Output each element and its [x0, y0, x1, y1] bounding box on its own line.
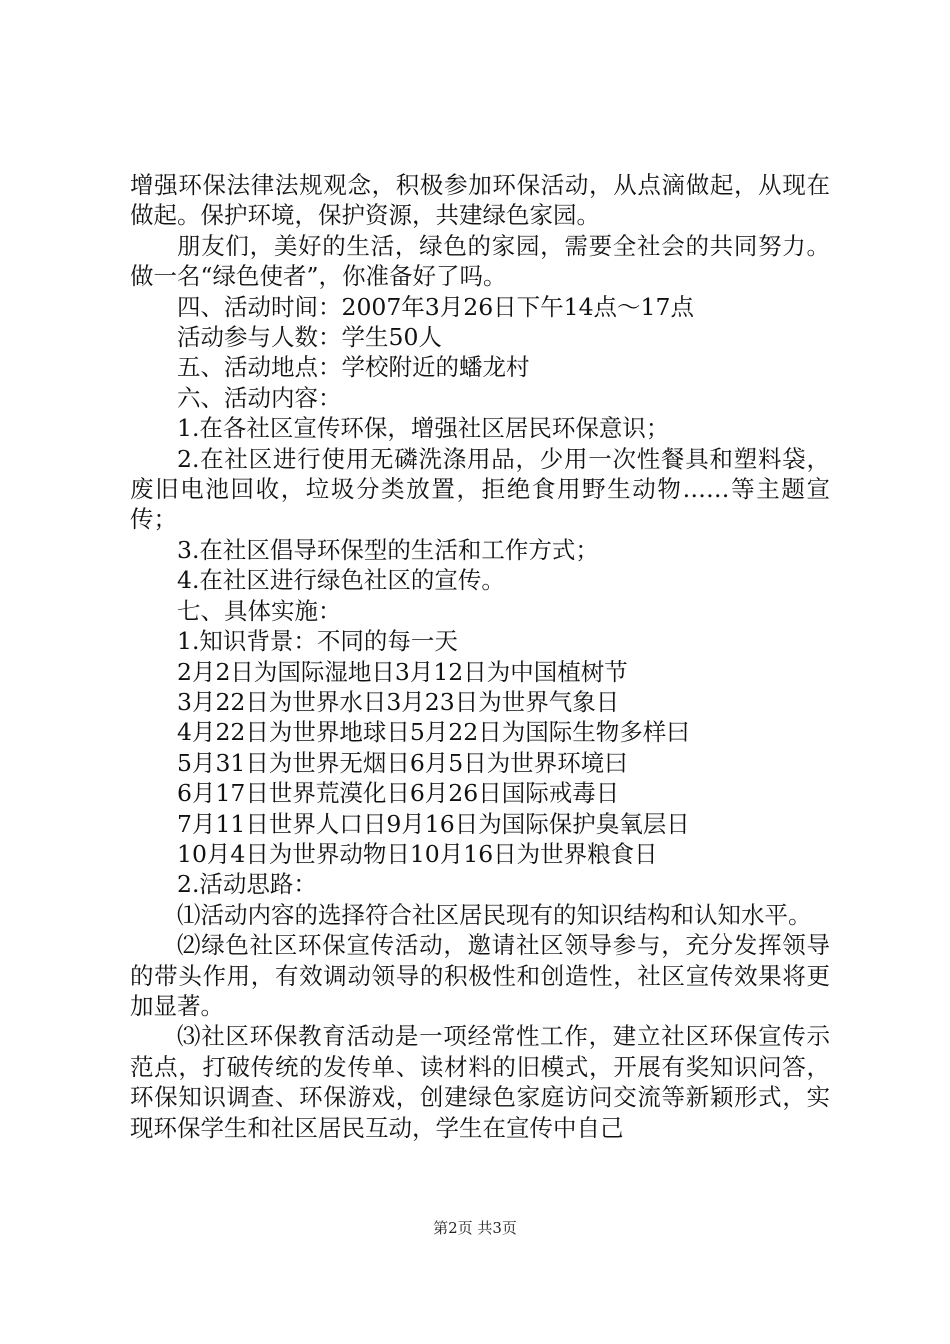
paragraph: 七、具体实施： — [177, 596, 342, 625]
paragraph: 2.在社区进行使用无磷洗涤用品，少用一次性餐具和塑料袋，废旧电池回收，垃圾分类放置，拒绝食用野生动物……等主题宣传； — [130, 444, 830, 534]
paragraph: 1.知识背景：不同的每一天 — [177, 627, 458, 656]
paragraph: 2月2日为国际湿地日3月12日为中国植树节 — [177, 657, 628, 686]
page-footer: 第2页 共3页 — [433, 1219, 517, 1237]
paragraph: 6月17日世界荒漠化日6月26日国际戒毒日 — [177, 779, 620, 808]
paragraph: 1.在各社区宣传环保，增强社区居民环保意识； — [177, 414, 670, 443]
paragraph: 10月4日为世界动物日10月16日为世界粮食日 — [177, 839, 658, 868]
paragraph: 7月11日世界人口日9月16日为国际保护臭氧层日 — [177, 809, 690, 838]
paragraph: ⑴活动内容的选择符合社区居民现有的知识结构和认知水平。 — [177, 900, 812, 929]
paragraph: 4.在社区进行绿色社区的宣传。 — [177, 566, 505, 595]
paragraph: 五、活动地点：学校附近的蟠龙村 — [177, 353, 530, 382]
paragraph: 六、活动内容： — [177, 383, 342, 412]
paragraph: 增强环保法律法规观念，积极参加环保活动，从点滴做起，从现在做起。保护环境，保护资源，共建绿色家园。 — [130, 171, 830, 230]
paragraph: 四、活动时间：2007年3月26日下午14点～17点 — [177, 292, 694, 321]
paragraph: 活动参与人数：学生50人 — [177, 323, 442, 352]
paragraph: ⑵绿色社区环保宣传活动，邀请社区领导参与，充分发挥领导的带头作用，有效调动领导的积极性和创造性，社区宣传效果将更加显著。 — [130, 931, 830, 1020]
paragraph: 2.活动思路： — [177, 870, 317, 899]
paragraph: 4月22日为世界地球日5月22日为国际生物多样曰 — [177, 718, 690, 747]
paragraph: 5月31日为世界无烟日6月5日为世界环境曰 — [177, 748, 628, 777]
paragraph: 朋友们，美好的生活，绿色的家园，需要全社会的共同努力。做一名“绿色使者”，你准备好了吗。 — [130, 231, 830, 291]
paragraph: 3.在社区倡导环保型的生活和工作方式； — [177, 535, 599, 564]
paragraph: 3月22日为世界水日3月23日为世界气象日 — [177, 687, 620, 716]
document-body — [130, 170, 830, 1143]
paragraph: ⑶社区环保教育活动是一项经常性工作，建立社区环保宣传示范点，打破传统的发传单、读材料的旧模式，开展有奖知识问答，环保知识调查、环保游戏，创建绿色家庭访问交流等新颖形式，实现环保学生和社区居民互动，学生在宣传中自己 — [130, 1022, 830, 1142]
